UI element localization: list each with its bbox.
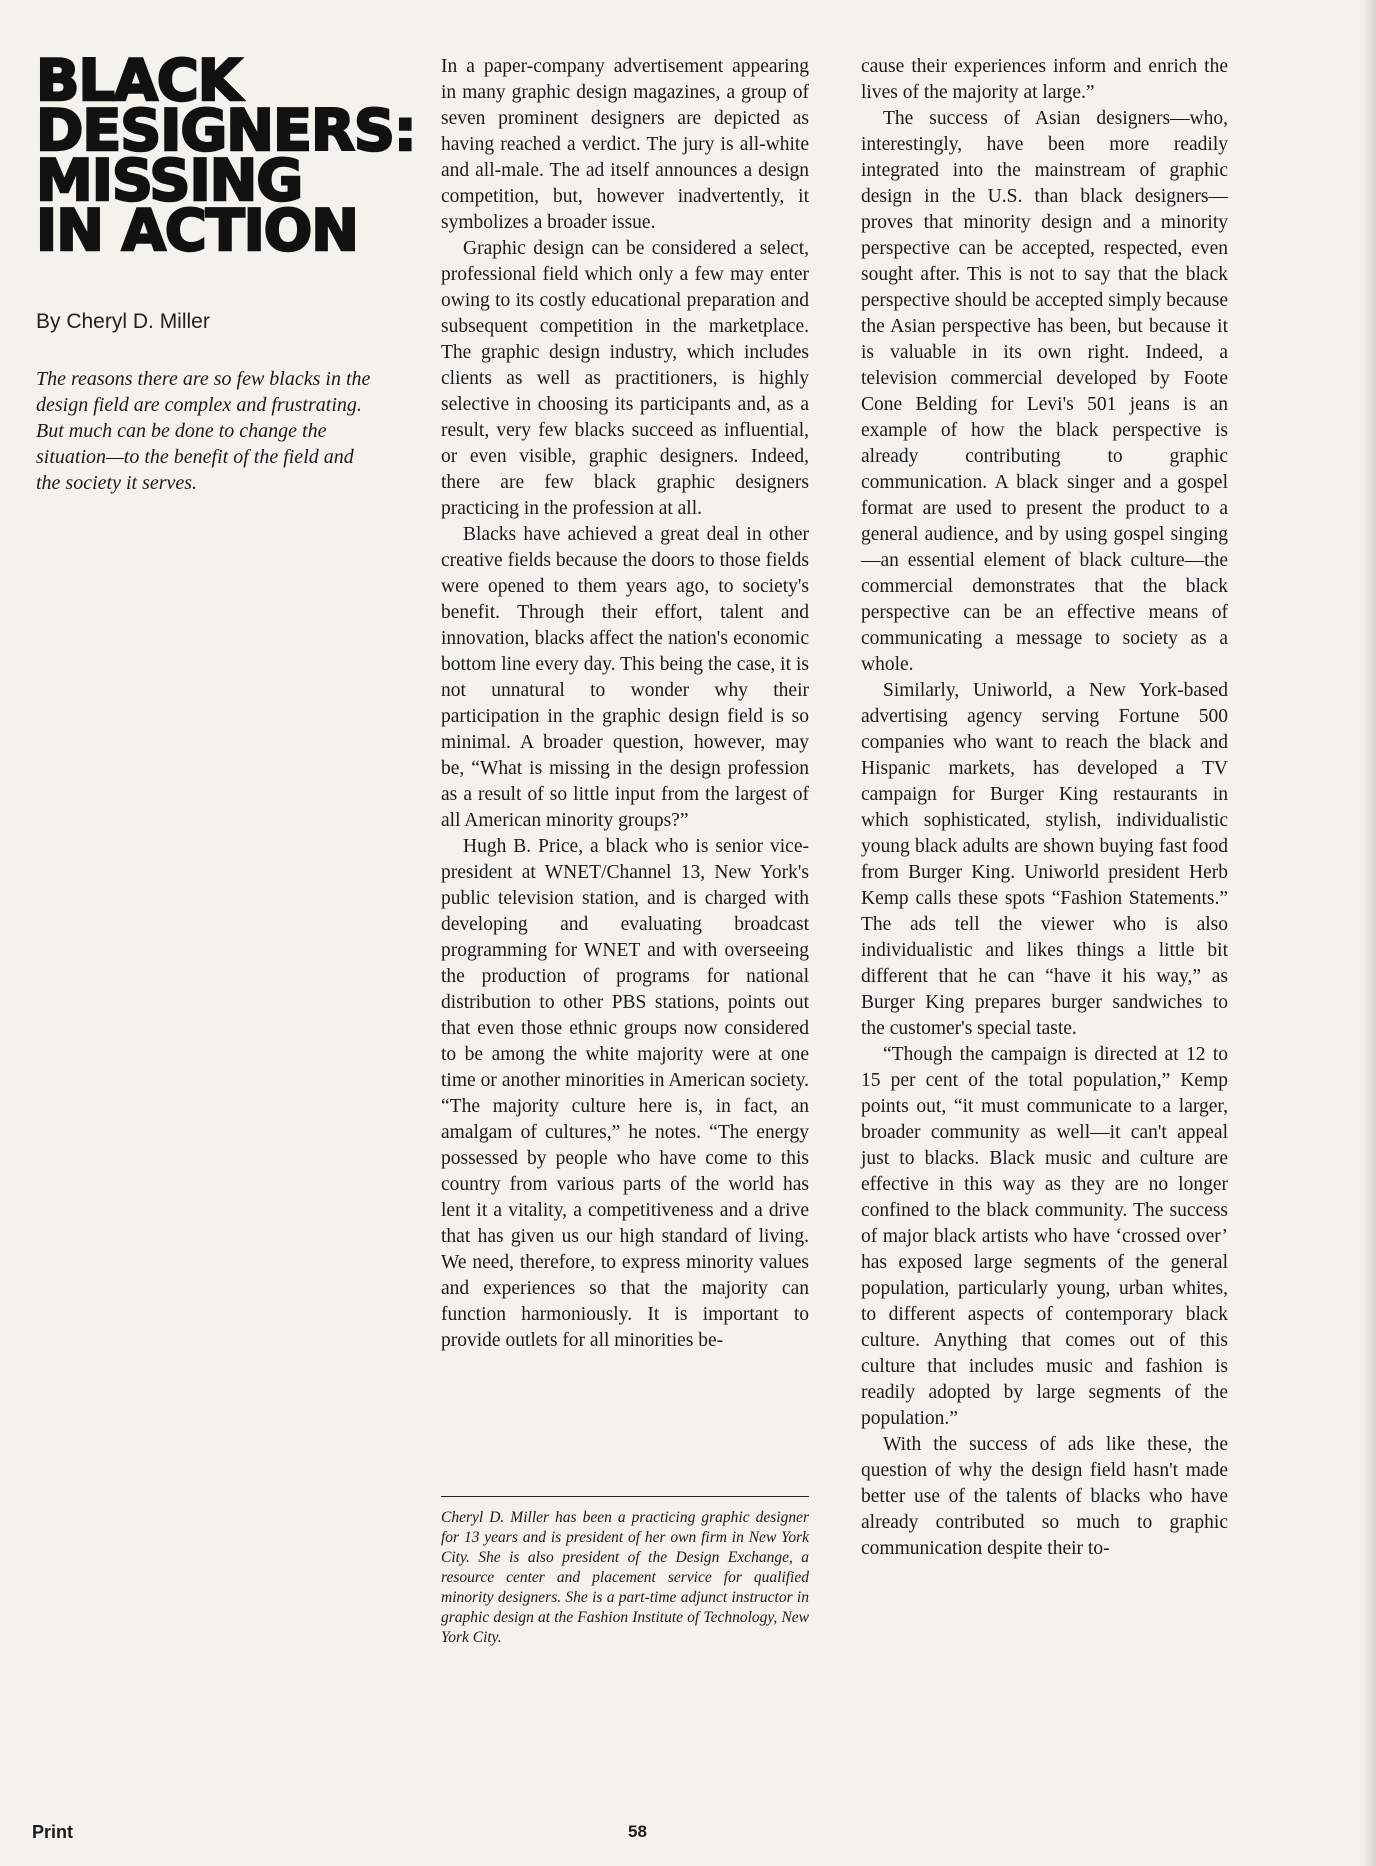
paragraph: “Though the campaign is directed at 12 to 15 per cent of the total population,” Kemp points out, “it must communicate to a larger, broader community as well—it can't appeal just to blacks. Black music and culture are effective in this way as they are no longer confined to the black community. The success of major black artists who have ‘crossed over’ has exposed large segments of the general population, particularly young, urban whites, to different aspects of contemporary black culture. Anything that comes out of this culture that includes music and fashion is readily adopted by large segments of the population.” (861, 1044, 1228, 1429)
headline-line-2: DESIGNERS: (36, 98, 416, 164)
footer-publication-name: Print (32, 1822, 74, 1842)
paragraph: Graphic design can be considered a select, professional field which only a few may enter owing to its costly educational preparation and subsequent competition in the marketplace. The graphic design industry, which includes clients as well as practitioners, is highly selective in choosing its participants and, as a result, very few blacks succeed as influential, or even visible, graphic designers. Indeed, there are few black graphic designers practicing in the profession at all. (441, 238, 809, 519)
body-column-3 (861, 54, 1228, 1562)
paragraph: In a paper-company advertisement appearing in many graphic design magazines, a group of seven prominent designers are depicted as having reached a verdict. The jury is all-white and all-male. The ad itself announces a design competition, but, however inadvertently, it symbolizes a broader issue. (441, 56, 809, 233)
paragraph: Hugh B. Price, a black who is senior vice-president at WNET/Channel 13, New York's public television station, and is charged with developing and evaluating broadcast programming for WNET and with overseeing the production of programs for national distribution to other PBS stations, points out that even those ethnic groups now considered to be among the white majority were at one time or another minorities in American society. “The majority culture here is, in fact, an amalgam of cultures,” he notes. “The energy possessed by people who have come to this country from various parts of the world has lent it a vitality, a competitiveness and a drive that has given us our high standard of living. We need, therefore, to express minority values and experiences so that the majority can function harmoniously. It is important to provide outlets for all minorities be- (441, 836, 809, 1351)
headline-line-3: MISSING (36, 148, 303, 214)
bio-divider (441, 1496, 809, 1497)
paragraph: Similarly, Uniworld, a New York-based advertising agency serving Fortune 500 companies who want to reach the black and Hispanic markets, has developed a TV campaign for Burger King restaurants in which sophisticated, stylish, individualistic young black adults are shown buying fast food from Burger King. Uniworld president Herb Kemp calls these spots “Fashion Statements.” The ads tell the viewer who is also individualistic and likes things a little bit different that he can “have it his way,” as Burger King prepares burger sandwiches to the customer's special taste. (861, 680, 1228, 1039)
paragraph: cause their experiences inform and enrich the lives of the majority at large.” (861, 56, 1228, 103)
footer-page-number: 58 (628, 1822, 647, 1841)
body-column-2 (441, 54, 809, 1354)
page-edge-shadow (1362, 0, 1376, 1866)
article-headline (36, 48, 416, 264)
paragraph: With the success of ads like these, the question of why the design field hasn't made better use of the talents of blacks who have already contributed so much to graphic communication despite their to- (861, 1434, 1228, 1559)
article-dek: The reasons there are so few blacks in the design field are complex and frustrating. But much can be done to change the situation—to the benefit of the field and the society it serves. (36, 368, 371, 494)
paragraph: The success of Asian designers—who, interestingly, have been more readily integrated into the mainstream of graphic design in the U.S. than black designers—proves that minority design and a minority perspective can be accepted, respected, even sought after. This is not to say that the black perspective should be accepted simply because the Asian perspective has been, but because it is valuable in its own right. Indeed, a television commercial developed by Foote Cone Belding for Levi's 501 jeans is an example of how the black perspective is already contributing to graphic communication. A black singer and a gospel format are used to present the product to a general audience, and by using gospel singing—an essential element of black culture—the commercial demonstrates that the black perspective can be an effective means of communicating a message to society as a whole. (861, 108, 1228, 675)
headline-line-4: IN ACTION (36, 198, 358, 264)
headline-line-1: BLACK (36, 48, 241, 114)
byline: By Cheryl D. Miller (36, 310, 210, 333)
paragraph: Blacks have achieved a great deal in other creative fields because the doors to those fields were opened to them years ago, to society's benefit. Through their effort, talent and innovation, blacks affect the nation's economic bottom line every day. This being the case, it is not unnatural to wonder why their participation in the graphic design field is so minimal. A broader question, however, may be, “What is missing in the design profession as a result of so little input from the largest of all American minority groups?” (441, 524, 809, 831)
author-bio: Cheryl D. Miller has been a practicing graphic designer for 13 years and is president of her own firm in New York City. She is also president of the Design Exchange, a resource center and placement service for qualified minority designers. She is a part-time adjunct instructor in graphic design at the Fashion Institute of Technology, New York City. (441, 1509, 809, 1646)
